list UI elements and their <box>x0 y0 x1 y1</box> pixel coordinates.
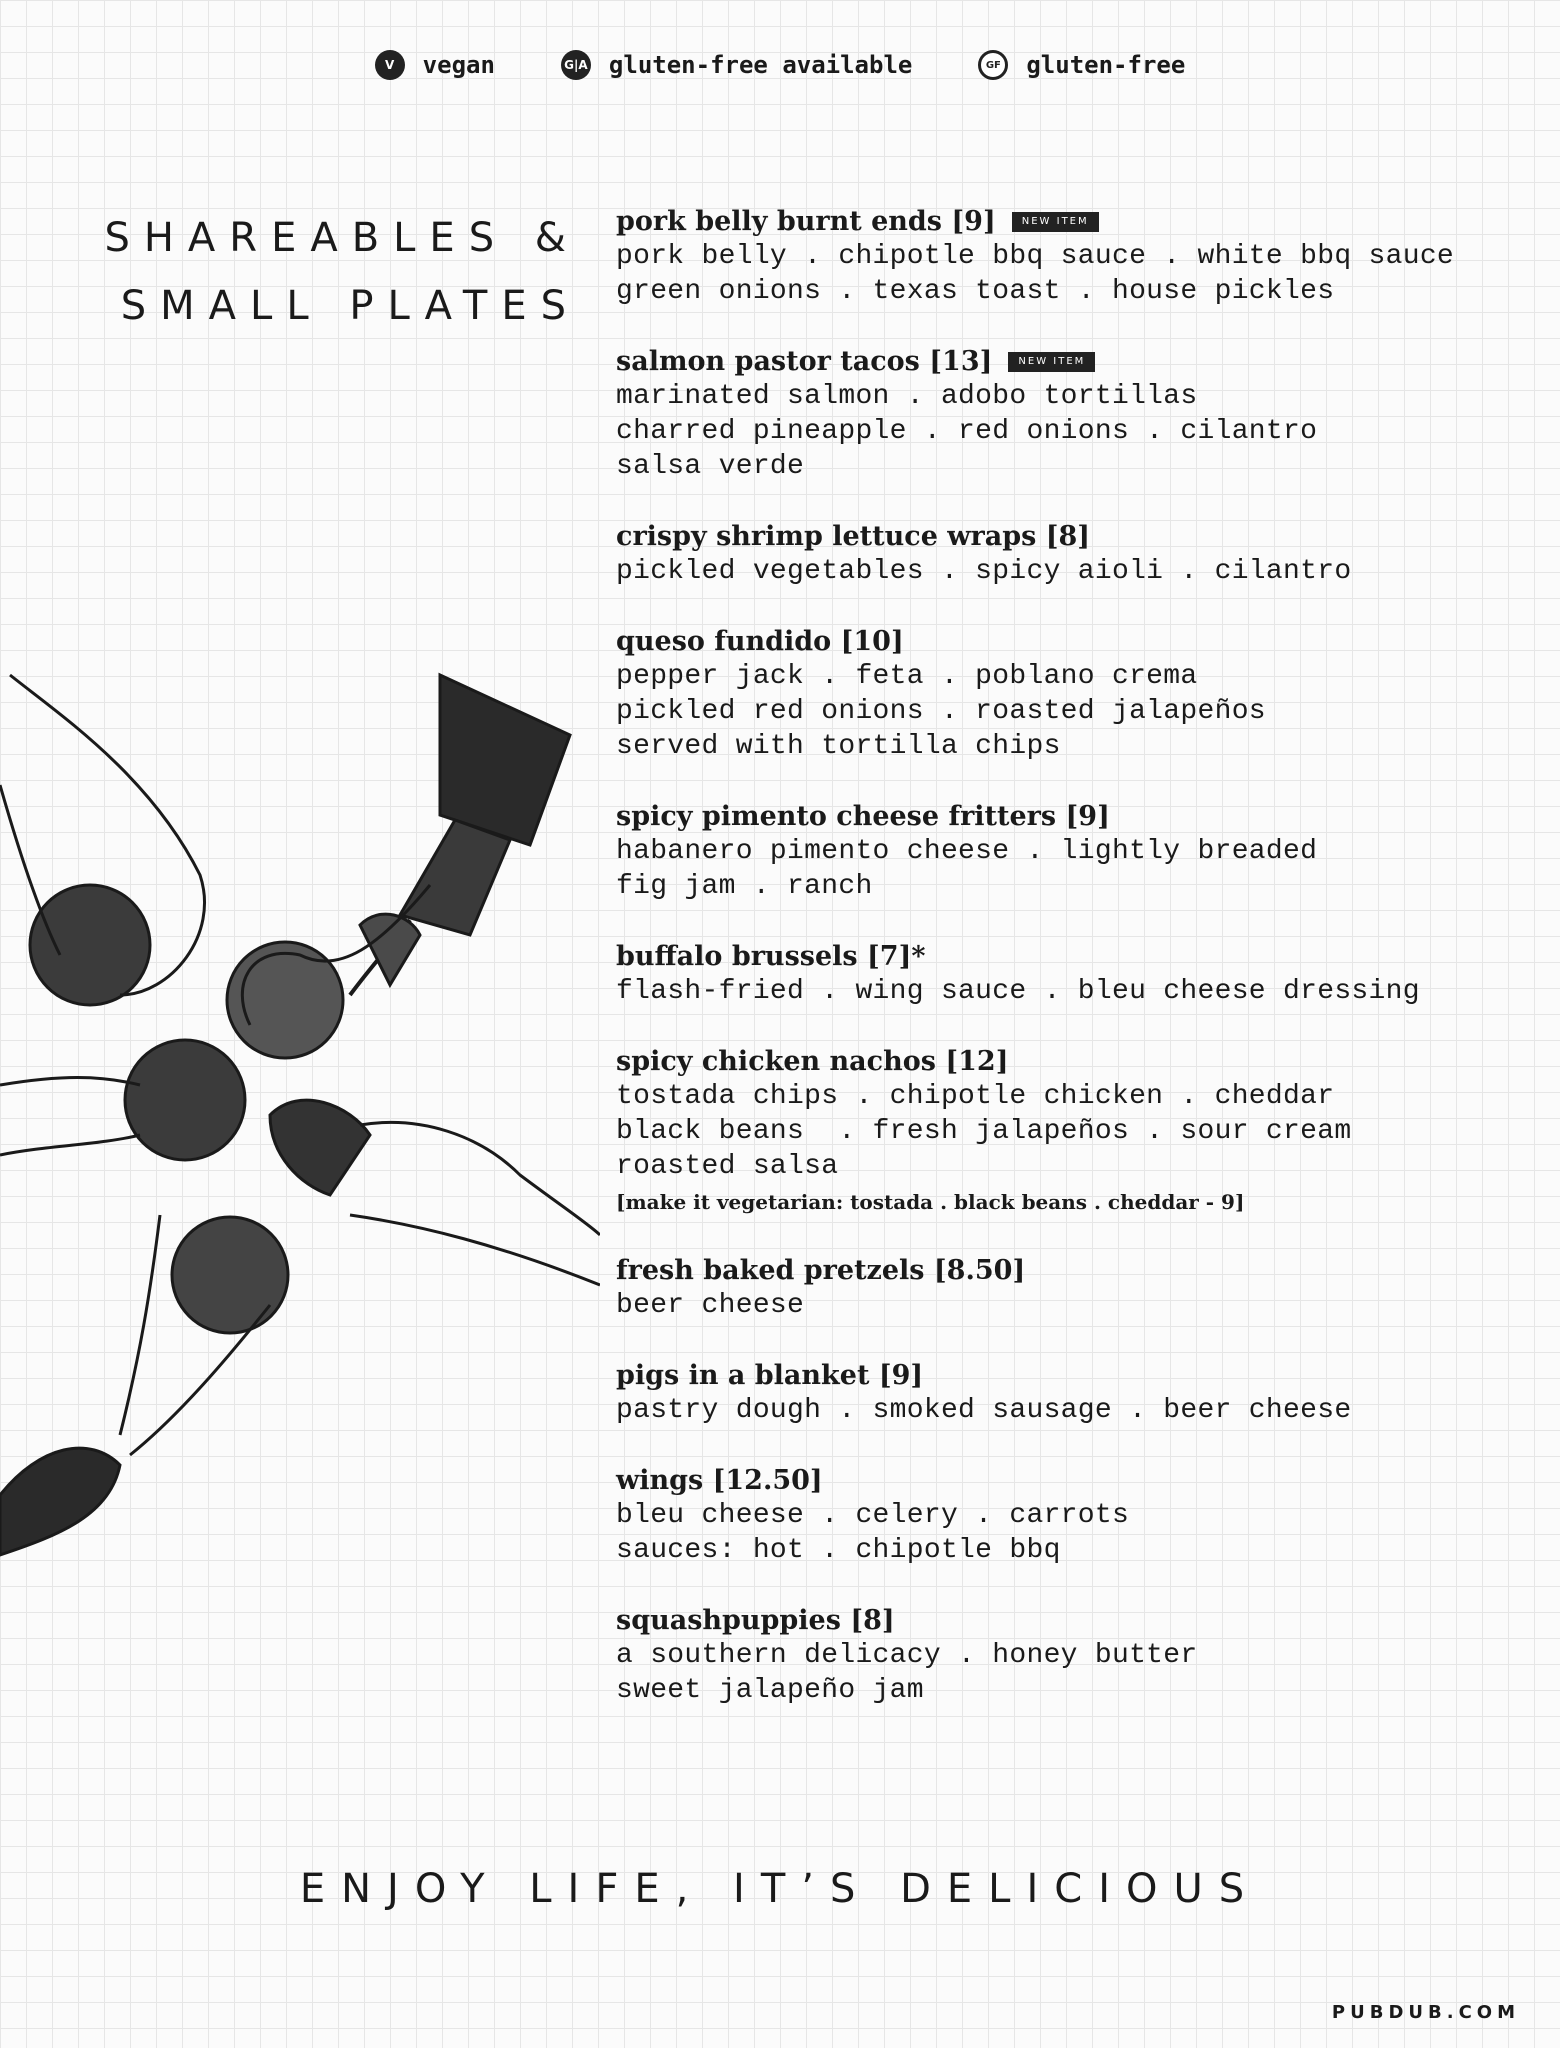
menu-item-description: salsa verde <box>616 451 805 482</box>
menu-item-note: [make it vegetarian: tostada . black beans . cheddar - 9] <box>616 1190 1245 1214</box>
menu-item-description: served with tortilla chips <box>616 731 1061 762</box>
menu-item-name: wings [12.50] <box>616 1465 823 1496</box>
menu-item-title <box>616 204 1536 239</box>
menu-item-title <box>616 1044 1536 1079</box>
menu-item-name: spicy pimento cheese fritters [9] <box>616 801 1110 832</box>
menu-item-description: tostada chips . chipotle chicken . cheddar <box>616 1081 1335 1112</box>
menu-item-name: pork belly burnt ends [9] <box>616 206 996 237</box>
menu-item <box>616 799 1536 904</box>
legend-item <box>375 50 495 80</box>
menu-item-description: beer cheese <box>616 1290 805 1321</box>
menu-item-description: sweet jalapeño jam <box>616 1675 924 1706</box>
menu-item-description: flash-fried . wing sauce . bleu cheese dressing <box>616 976 1420 1007</box>
menu-item-name: buffalo brussels [7]* <box>616 941 926 972</box>
gluten-free-available-icon: G|A <box>561 50 591 80</box>
section-title-line2: SMALL PLATES <box>120 283 580 329</box>
vegan-icon: V <box>375 50 405 80</box>
menu-item <box>616 1358 1536 1428</box>
menu-item-name: spicy chicken nachos [12] <box>616 1046 1009 1077</box>
section-title-line1: SHAREABLES & <box>104 215 580 261</box>
menu-item-title <box>616 1463 1536 1498</box>
menu-item-description: pork belly . chipotle bbq sauce . white bbq sauce <box>616 241 1455 272</box>
menu-item-description: pickled vegetables . spicy aioli . cilantro <box>616 556 1352 587</box>
menu-item-description: roasted salsa <box>616 1151 839 1182</box>
legend-item <box>978 50 1185 80</box>
menu-item-description: fig jam . ranch <box>616 871 873 902</box>
menu-item <box>616 1044 1536 1218</box>
menu-item-title <box>616 1603 1536 1638</box>
menu-item-title <box>616 344 1536 379</box>
dietary-legend <box>0 50 1560 80</box>
legend-label: gluten-free available <box>608 51 913 79</box>
menu-item <box>616 939 1536 1009</box>
menu-item-description: pastry dough . smoked sausage . beer cheese <box>616 1395 1352 1426</box>
menu-item-title <box>616 939 1536 974</box>
legend-label: gluten-free <box>1026 51 1186 79</box>
new-item-badge: NEW ITEM <box>1012 212 1099 232</box>
menu-item-description: marinated salmon . adobo tortillas <box>616 381 1198 412</box>
menu-item-title <box>616 624 1536 659</box>
menu-item-name: squashpuppies [8] <box>616 1605 895 1636</box>
menu-item-title <box>616 519 1536 554</box>
menu-item <box>616 344 1536 484</box>
legend-label: vegan <box>422 51 495 79</box>
menu-item-description: habanero pimento cheese . lightly breaded <box>616 836 1318 867</box>
menu-item-name: queso fundido [10] <box>616 626 904 657</box>
menu-items <box>616 204 1536 1743</box>
section-title <box>20 204 580 340</box>
menu-item-title <box>616 1358 1536 1393</box>
menu-item-title <box>616 799 1536 834</box>
tagline: ENJOY LIFE, IT’S DELICIOUS <box>299 1866 1261 1912</box>
menu-item-description: pepper jack . feta . poblano crema <box>616 661 1198 692</box>
menu-item <box>616 624 1536 764</box>
menu-item-name: pigs in a blanket [9] <box>616 1360 924 1391</box>
menu-item-description: charred pineapple . red onions . cilantro <box>616 416 1318 447</box>
menu-item-name: fresh baked pretzels [8.50] <box>616 1255 1026 1286</box>
gluten-free-icon: GF <box>978 50 1008 80</box>
menu-item-description: green onions . texas toast . house pickles <box>616 276 1335 307</box>
menu-item-description: sauces: hot . chipotle bbq <box>616 1535 1061 1566</box>
menu-item-description: black beans . fresh jalapeños . sour cream <box>616 1116 1352 1147</box>
menu-item-description: pickled red onions . roasted jalapeños <box>616 696 1266 727</box>
menu-item-title <box>616 1253 1536 1288</box>
menu-item <box>616 1253 1536 1323</box>
new-item-badge: NEW ITEM <box>1008 352 1095 372</box>
menu-item <box>616 519 1536 589</box>
website-url[interactable]: PUBDUB.COM <box>1331 2002 1520 2023</box>
menu-item-description: bleu cheese . celery . carrots <box>616 1500 1130 1531</box>
menu-item <box>616 1603 1536 1708</box>
menu-item <box>616 1463 1536 1568</box>
toasting-hands-illustration <box>0 655 600 1635</box>
legend-item <box>561 50 912 80</box>
menu-item-name: salmon pastor tacos [13] <box>616 346 993 377</box>
menu-item-description: a southern delicacy . honey butter <box>616 1640 1198 1671</box>
menu-item <box>616 204 1536 309</box>
menu-item-name: crispy shrimp lettuce wraps [8] <box>616 521 1091 552</box>
